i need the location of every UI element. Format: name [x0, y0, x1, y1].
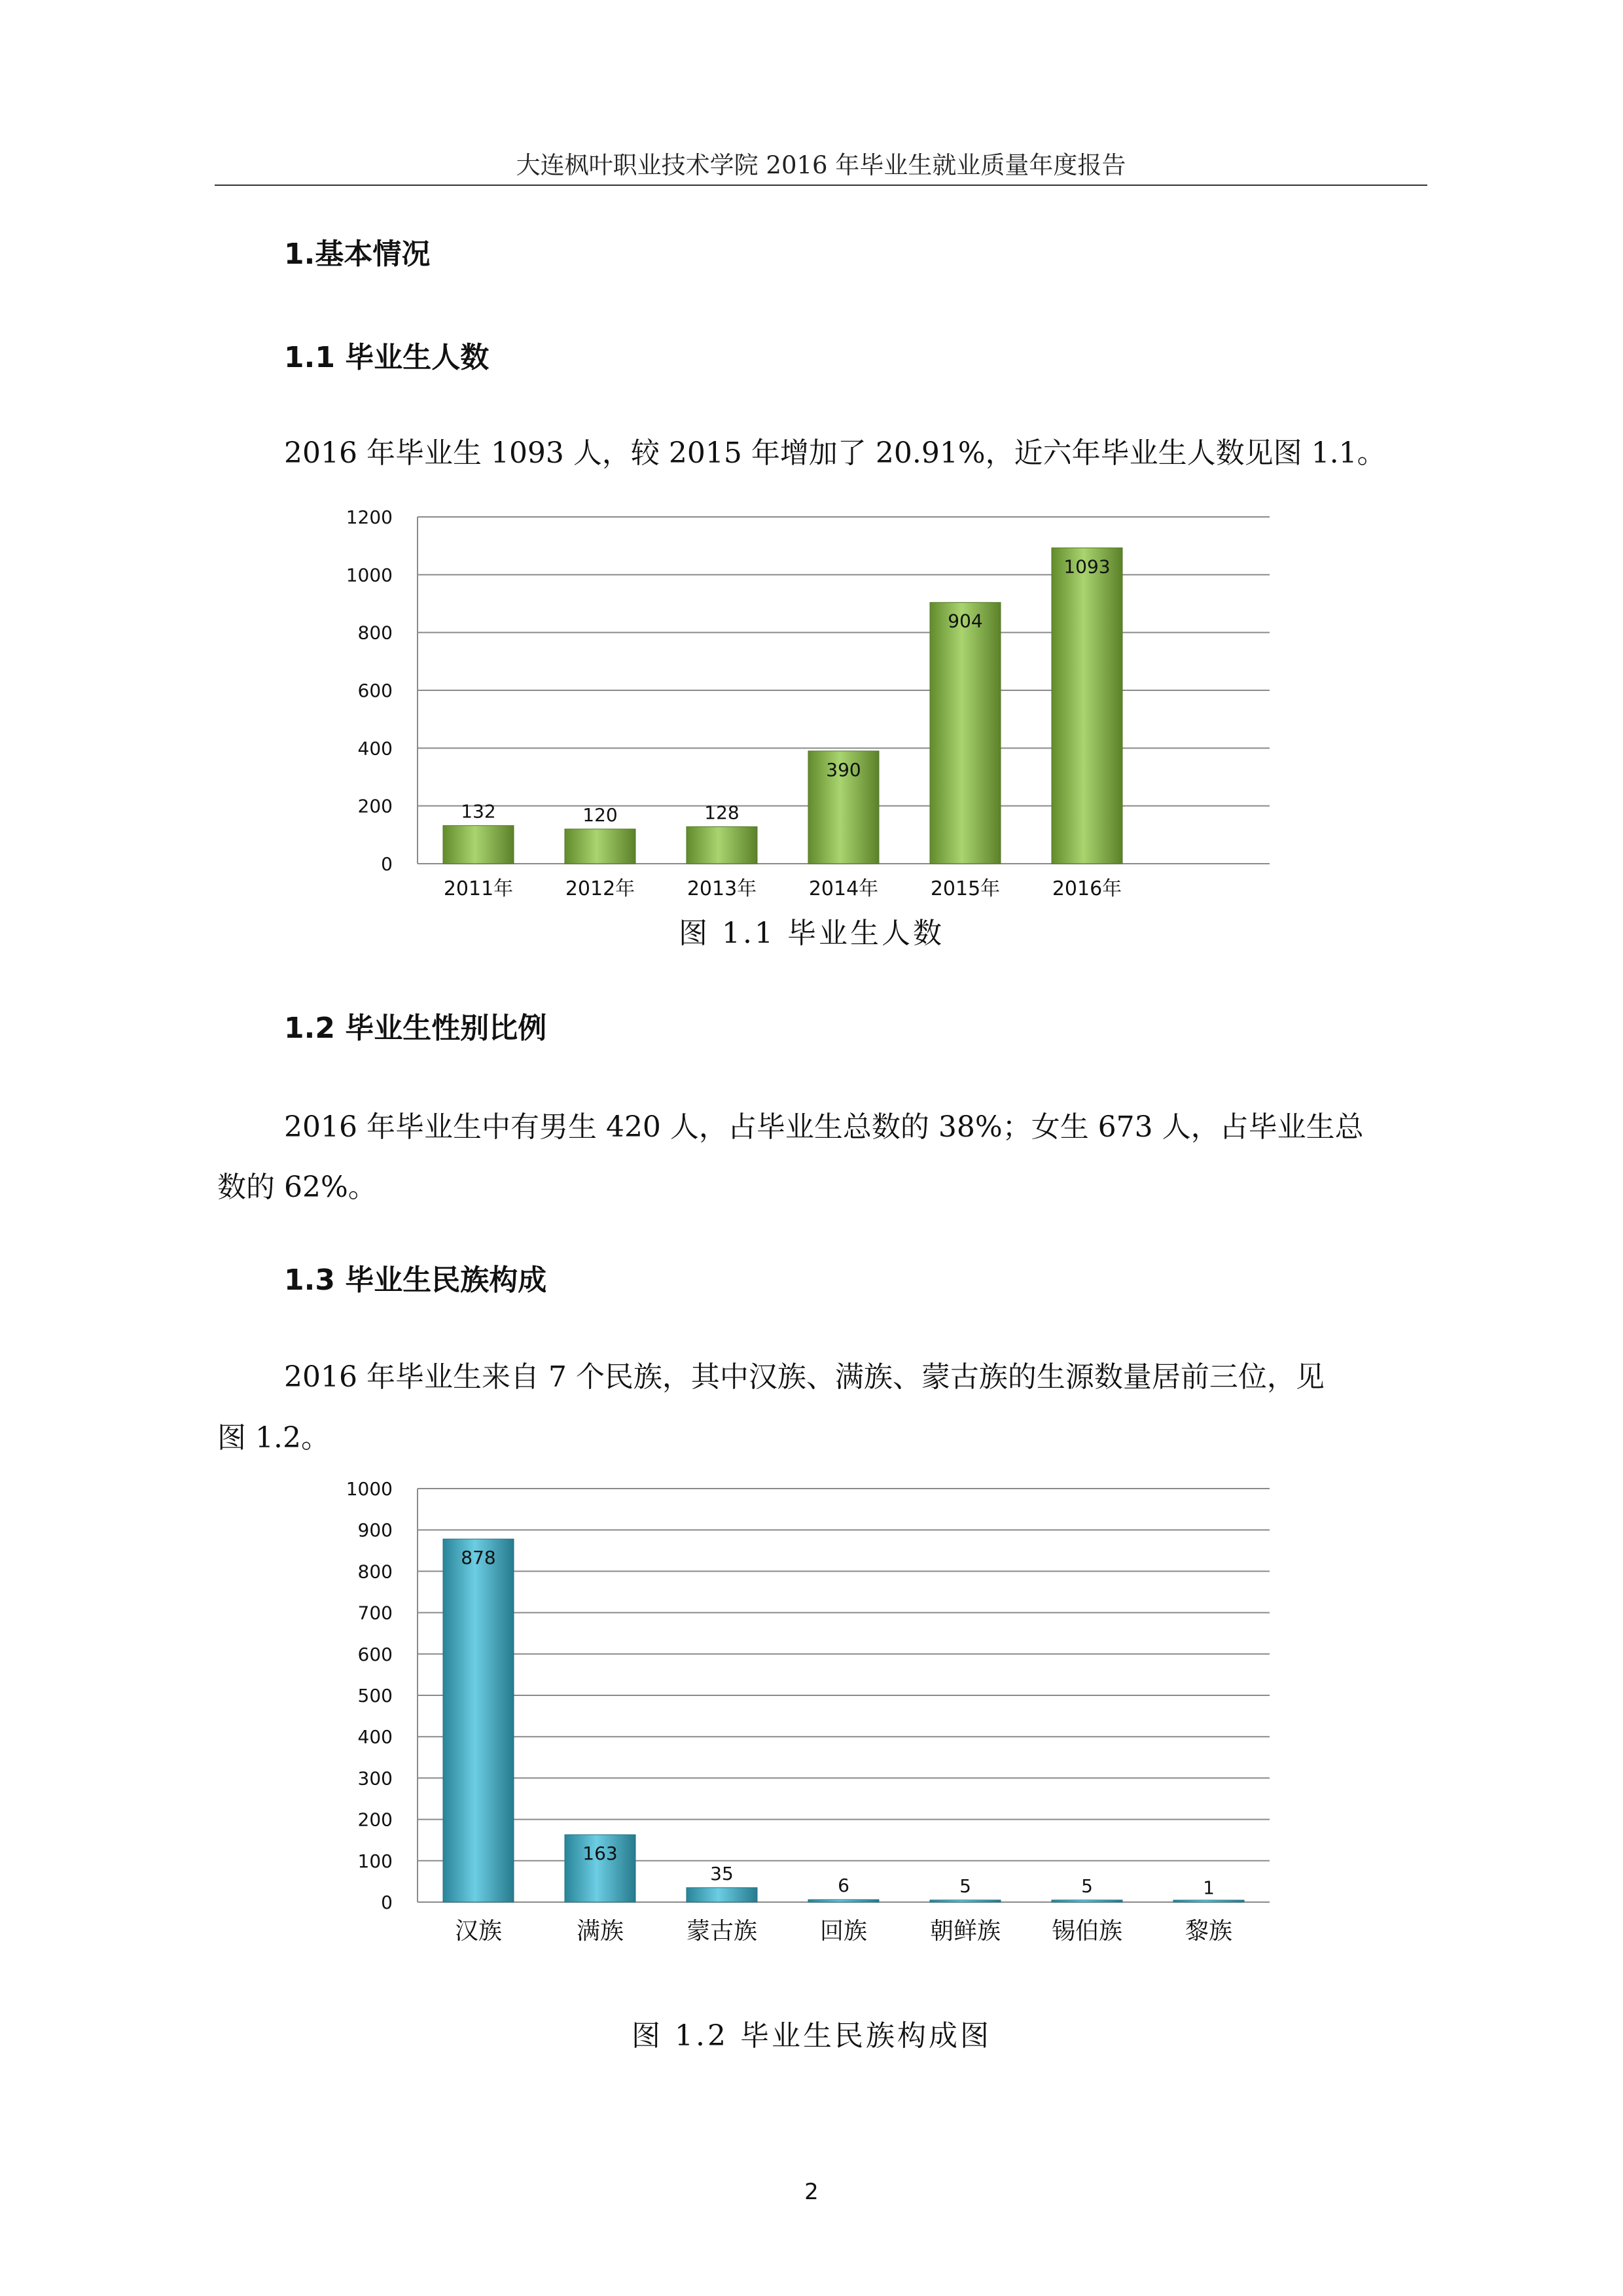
paragraph-gender-line-2: 数的 62%。: [217, 1171, 377, 1204]
data-label: 1: [1203, 1877, 1215, 1899]
x-tick-label: 蒙古族: [686, 1918, 758, 1945]
y-tick-label: 1000: [346, 1478, 393, 1500]
bar: [687, 1888, 757, 1902]
bar: [687, 826, 757, 864]
data-label: 5: [1081, 1875, 1093, 1897]
figure-1-2-caption: 图 1.2 毕业生民族构成图: [632, 2019, 991, 2053]
chart-graduate-count: [301, 497, 1296, 916]
page-header: 大连枫叶职业技术学院 2016 年毕业生就业质量年度报告: [516, 151, 1126, 179]
y-tick-label: 100: [357, 1850, 393, 1872]
paragraph-ethnicity-line-1: 2016 年毕业生来自 7 个民族，其中汉族、满族、蒙古族的生源数量居前三位，见: [284, 1360, 1325, 1394]
x-tick-label: 2011年: [443, 877, 514, 900]
page-number: 2: [804, 2179, 819, 2205]
bar: [565, 829, 635, 864]
data-label: 35: [710, 1862, 734, 1884]
bar: [443, 826, 514, 864]
y-tick-label: 400: [357, 1726, 393, 1748]
data-label: 878: [461, 1547, 496, 1569]
bar: [443, 1539, 514, 1902]
y-tick-label: 400: [357, 737, 393, 760]
y-tick-label: 1000: [346, 564, 393, 586]
section-heading-1: 1.基本情况: [284, 238, 431, 271]
data-label: 6: [838, 1875, 849, 1897]
x-tick-label: 黎族: [1185, 1918, 1233, 1945]
x-tick-label: 2012年: [565, 877, 635, 900]
bar: [1052, 1900, 1122, 1902]
x-tick-label: 汉族: [454, 1918, 503, 1945]
paragraph-graduate-count: 2016 年毕业生 1093 人，较 2015 年增加了 20.91%，近六年毕业生人数见图 1.1。: [284, 436, 1386, 470]
x-tick-label: 回族: [819, 1918, 868, 1945]
y-tick-label: 600: [357, 1643, 393, 1665]
x-tick-label: 锡伯族: [1051, 1918, 1123, 1945]
data-label: 132: [461, 800, 496, 822]
x-tick-label: 满族: [576, 1918, 624, 1945]
y-tick-label: 700: [357, 1602, 393, 1624]
paragraph-ethnicity-line-2: 图 1.2。: [217, 1421, 330, 1455]
x-tick-label: 2013年: [687, 877, 757, 900]
y-tick-label: 300: [357, 1767, 393, 1790]
y-tick-label: 800: [357, 622, 393, 644]
section-heading-1-3: 1.3 毕业生民族构成: [284, 1263, 547, 1297]
bar: [930, 603, 1001, 864]
paragraph-gender-line-1: 2016 年毕业生中有男生 420 人，占毕业生总数的 38%；女生 673 人，占毕业生总: [284, 1110, 1364, 1144]
y-tick-label: 600: [357, 680, 393, 701]
figure-1-1-caption: 图 1.1 毕业生人数: [679, 917, 944, 950]
bar: [808, 1899, 879, 1902]
bar: [1052, 548, 1122, 864]
y-tick-label: 0: [381, 853, 393, 875]
x-tick-label: 朝鲜族: [929, 1918, 1001, 1945]
data-label: 5: [959, 1875, 971, 1897]
y-tick-label: 200: [357, 795, 393, 817]
y-tick-label: 800: [357, 1561, 393, 1583]
y-tick-label: 500: [357, 1685, 393, 1706]
header-rule: [215, 185, 1427, 186]
x-tick-label: 2014年: [808, 877, 879, 900]
y-tick-label: 200: [357, 1809, 393, 1831]
section-heading-1-2: 1.2 毕业生性别比例: [284, 1012, 547, 1045]
data-label: 1093: [1063, 556, 1111, 578]
x-tick-label: 2016年: [1052, 877, 1122, 900]
y-tick-label: 1200: [346, 506, 393, 528]
data-label: 120: [582, 804, 618, 826]
y-tick-label: 900: [357, 1519, 393, 1542]
data-label: 390: [826, 758, 861, 781]
section-heading-1-1: 1.1 毕业生人数: [284, 341, 490, 374]
data-label: 904: [948, 610, 983, 632]
x-tick-label: 2015年: [930, 877, 1001, 900]
bar: [1173, 1900, 1244, 1902]
y-tick-label: 0: [381, 1892, 393, 1913]
chart-ethnicity: [301, 1469, 1296, 1966]
bar: [930, 1900, 1001, 1902]
data-label: 163: [582, 1842, 618, 1864]
data-label: 128: [704, 802, 740, 824]
